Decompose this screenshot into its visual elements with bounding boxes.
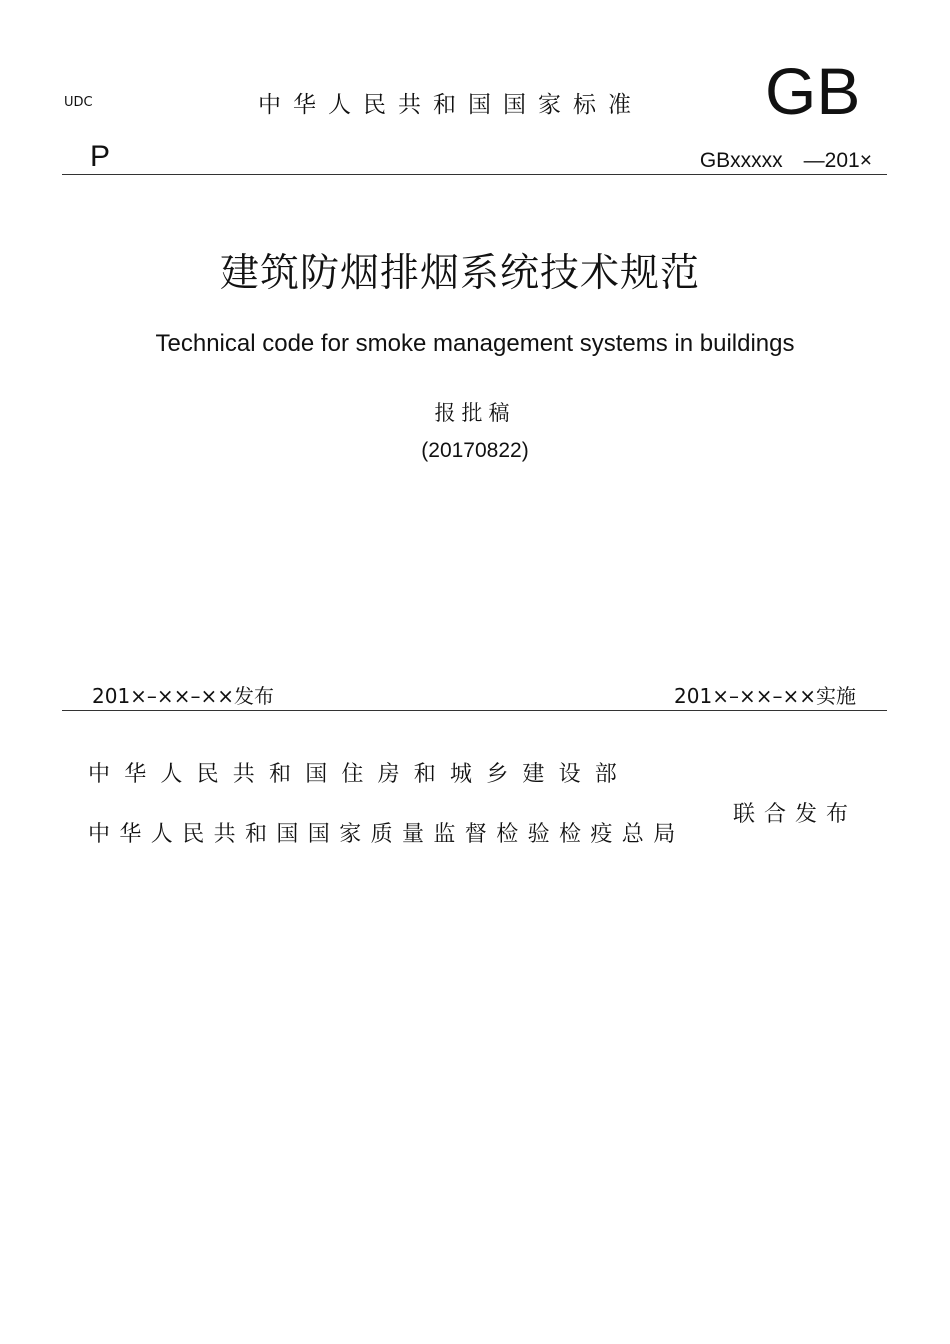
draft-date: (20170822) — [421, 439, 529, 462]
udc-label: UDC — [64, 95, 93, 110]
issuing-authority-quality-administration: 中华人民共和国国家质量监督检验检疫总局 — [88, 822, 685, 847]
header-divider — [62, 174, 887, 175]
implementation-date: 201×–××–××实施 — [674, 684, 856, 708]
gb-mark: GB — [765, 54, 861, 128]
standard-type-heading: 中华人民共和国国家标准 — [258, 92, 643, 118]
document-title-chinese: 建筑防烟排烟系统技术规范 — [219, 251, 700, 296]
draft-status: 报批稿 — [434, 401, 516, 425]
issuing-authority-housing-ministry: 中华人民共和国住房和城乡建设部 — [88, 762, 632, 787]
joint-issue-label: 联合发布 — [733, 802, 858, 827]
classification-code: P — [90, 140, 111, 173]
standard-number: GBxxxxx —201× — [699, 149, 872, 172]
dates-divider — [62, 710, 887, 711]
document-title-english: Technical code for smoke management systems in buildings — [155, 330, 795, 357]
issue-date: 201×–××–××发布 — [92, 684, 274, 708]
